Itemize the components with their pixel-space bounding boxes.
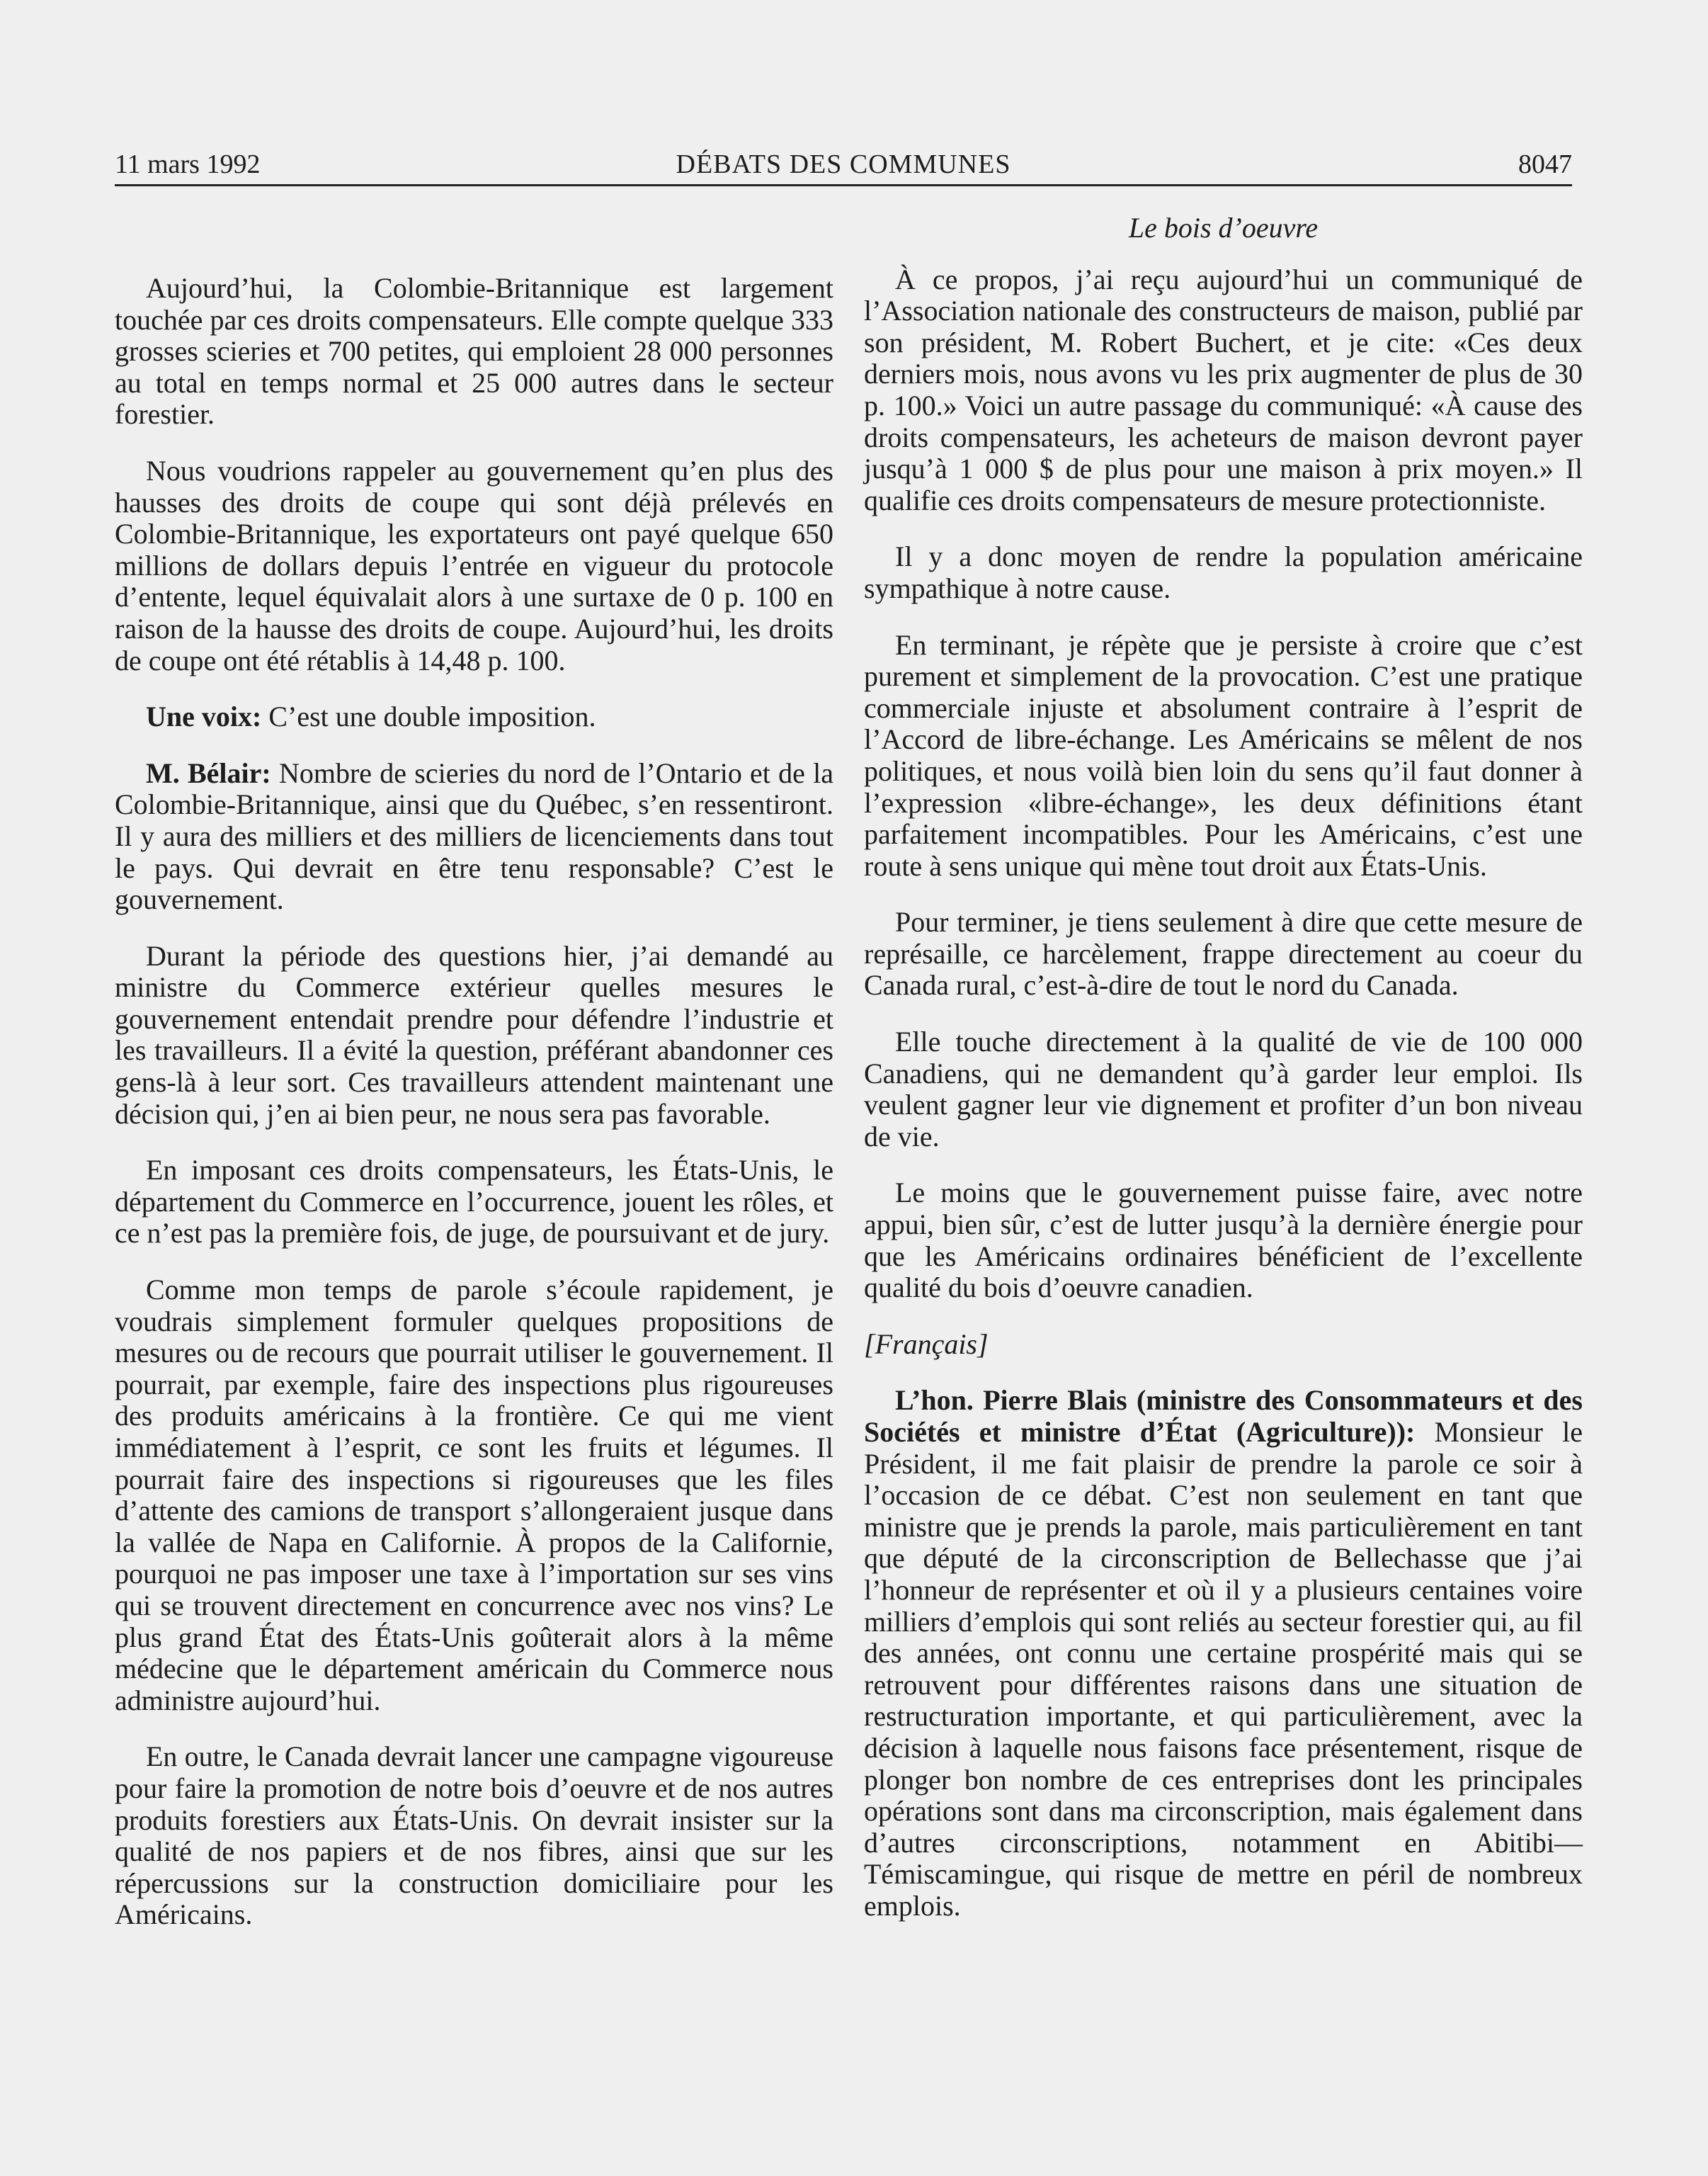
paragraph: En imposant ces droits compensateurs, les États-Unis, le département du Commerce en l’occurrence, jouent les rôles, et ce n’est pas la première fois, de juge, de poursuivant et de jury.: [115, 1154, 833, 1250]
paragraph: [864, 1385, 1583, 1922]
speech-text: Nombre de scieries du nord de l’Ontario et de la Colombie-Britannique, ainsi que du Québec, s’en ressentiront. Il y aura des milliers et des milliers de licenciements dans tout le pays. Qui devrait en être tenu responsable? C’est le gouvernement.: [115, 756, 834, 916]
speaker-name: Une voix:: [146, 701, 262, 733]
paragraph: Pour terminer, je tiens seulement à dire que cette mesure de représaille, ce harcèlement, frappe directement au coeur du Canada rural, c’est-à-dire de tout le nord du Canada.: [864, 906, 1583, 1002]
speech-text: C’est une double imposition.: [261, 701, 596, 733]
speaker-name: M. Bélair:: [146, 756, 271, 789]
paragraph: Le moins que le gouvernement puisse faire, avec notre appui, bien sûr, c’est de lutter jusqu’à la dernière énergie pour que les Américains ordinaires bénéficient de l’excellente qualité du bois d’oeuvre canadien.: [864, 1177, 1583, 1304]
speech-text: Monsieur le Président, il me fait plaisir de prendre la parole ce soir à l’occasion de ce débat. C’est non seulement en tant que ministre que je prends la parole, mais particulièrement en tant que député de la circonscription de Bellechasse que j’ai l’honneur de représenter et où il y a plusieurs centaines voire milliers d’emplois qui sont reliés au secteur forestier qui, au fil des années, ont connu une certaine prospérité mais qui se retrouvent pour différentes raisons dans une situation de restructuration importante, et qui particulièrement, avec la décision à laquelle nous faisons face présentement, risque de plonger bon nombre de ces entreprises dont les principales opérations sont dans ma circonscription, mais également dans d’autres circonscriptions, notamment en Abitibi—Témiscamingue, qui risque de mettre en péril de nombreux emplois.: [864, 1416, 1583, 1922]
header-page-number: 8047: [1518, 149, 1572, 179]
paragraph: En outre, le Canada devrait lancer une campagne vigoureuse pour faire la promotion de notre bois d’oeuvre et de nos autres produits forestiers aux États-Unis. On devrait insister sur la qualité de nos papiers et de nos fibres, ainsi que sur les répercussions sur la construction domiciliaire pour les Américains.: [115, 1740, 833, 1931]
header-rule: [115, 184, 1572, 186]
paragraph: Nous voudrions rappeler au gouvernement qu’en plus des hausses des droits de coupe qui sont déjà prélevés en Colombie-Britannique, les exportateurs ont payé quelque 650 millions de dollars depuis l’entrée en vigueur du protocole d’entente, lequel équivalait alors à une surtaxe de 0 p. 100 en raison de la hausse des droits de coupe. Aujourd’hui, les droits de coupe ont été rétablis à 14,48 p. 100.: [115, 454, 833, 676]
paragraph: Elle touche directement à la qualité de vie de 100 000 Canadiens, qui ne demandent qu’à garder leur emploi. Ils veulent gagner leur vie dignement et profiter d’un bon niveau de vie.: [864, 1026, 1583, 1152]
paragraph: Aujourd’hui, la Colombie-Britannique est largement touchée par ces droits compensateurs. Elle compte quelque 333 grosses scieries et 700 petites, qui emploient 28 000 personnes au total en temps normal et 25 000 autres dans le secteur forestier.: [115, 272, 833, 431]
header-date: 11 mars 1992: [115, 149, 261, 179]
language-note: [Français]: [864, 1327, 989, 1360]
paragraph: Comme mon temps de parole s’écoule rapidement, je voudrais simplement formuler quelques propositions de mesures ou de recours que pourrait utiliser le gouvernement. Il pourrait, par exemple, faire des inspections plus rigoureuses des produits américains à la frontière. Ce qui me vient immédiatement à l’esprit, ce sont les fruits et légumes. Il pourrait faire des inspections si rigoureuses que les files d’attente des camions de transport s’allongeraient jusque dans la vallée de Napa en Californie. À propos de la Californie, pourquoi ne pas imposer une taxe à l’importation sur ses vins qui se trouvent directement en concurrence avec nos vins? Le plus grand État des États-Unis goûterait alors à la même médecine que le département américain du Commerce nous administre aujourd’hui.: [115, 1274, 833, 1716]
header-title: DÉBATS DES COMMUNES: [676, 149, 1011, 179]
left-column: [115, 273, 833, 1956]
paragraph: [115, 701, 833, 733]
section-subheading: Le bois d’oeuvre: [1128, 212, 1319, 244]
paragraph: À ce propos, j’ai reçu aujourd’hui un communiqué de l’Association nationale des constructeurs de maison, publié par son président, M. Robert Buchert, et je cite: «Ces deux derniers mois, nous avons vu les prix augmenter de plus de 30 p. 100.» Voici un autre passage du communiqué: «À cause des droits compensateurs, les acheteurs de maison devront payer jusqu’à 1 000 $ de plus pour une maison à prix moyen.» Il qualifie ces droits compensateurs de mesure protectionniste.: [864, 263, 1583, 516]
paragraph: Il y a donc moyen de rendre la population américaine sympathique à notre cause.: [864, 540, 1583, 604]
paragraph: [115, 758, 833, 916]
speaker-name: L’hon. Pierre Blais (ministre des Consommateurs et des Sociétés et ministre d’État (Agriculture)):: [864, 1384, 1583, 1448]
paragraph: En terminant, je répète que je persiste à croire que c’est purement et simplement de la provocation. C’est une pratique commerciale injuste et absolument contraire à l’esprit de l’Accord de libre-échange. Les Américains se mêlent de nos politiques, et nous voilà bien loin du sens qu’il faut donner à l’expression «libre-échange», les deux définitions étant parfaitement incompatibles. Pour les Américains, c’est une route à sens unique qui mène tout droit aux États-Unis.: [864, 628, 1583, 882]
paragraph: Durant la période des questions hier, j’ai demandé au ministre du Commerce extérieur quelles mesures le gouvernement entendait prendre pour défendre l’industrie et les travailleurs. Il a évité la question, préférant abandonner ces gens-là à leur sort. Ces travailleurs attendent maintenant une décision qui, j’en ai bien peur, ne nous sera pas favorable.: [115, 939, 833, 1130]
right-column: [864, 212, 1583, 1947]
page-header: [115, 146, 1572, 183]
